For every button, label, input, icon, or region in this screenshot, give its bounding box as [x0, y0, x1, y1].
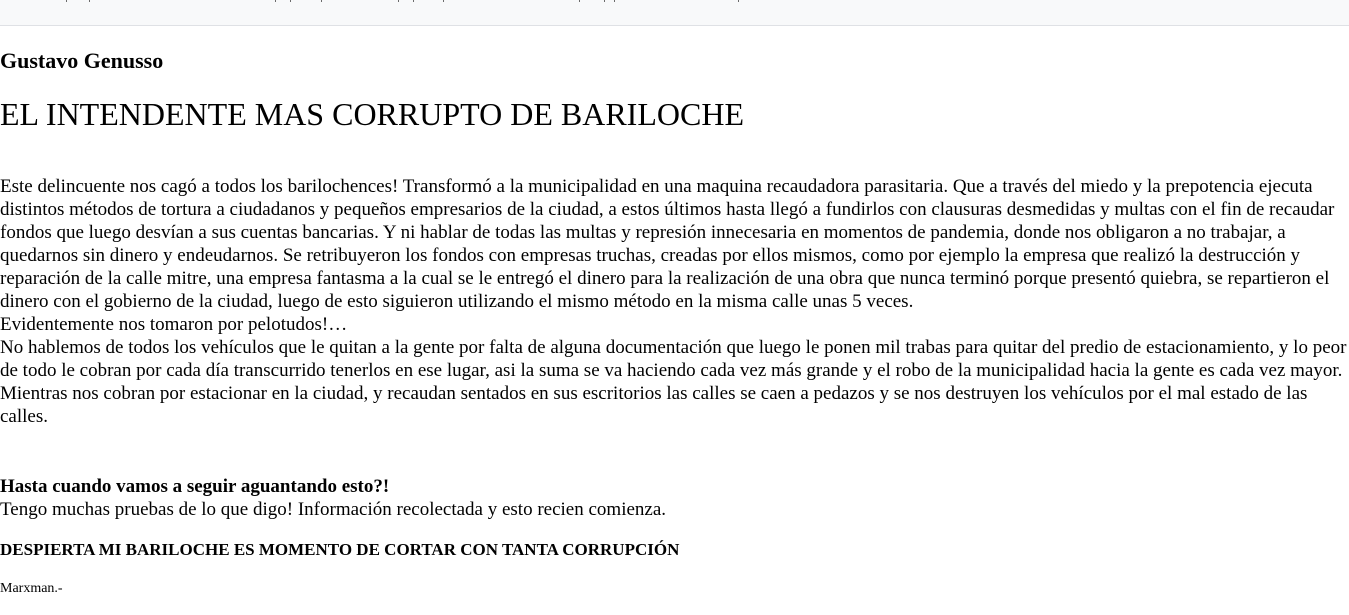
article-signature: Marxman.- — [0, 581, 63, 596]
article-paragraph: Mientras nos cobran por estacionar en la ciudad, y recaudan sentados en sus escritorios las calles se caen a pedazos y se nos destruyen los vehículos por el mal estado de las calles. — [0, 383, 1308, 427]
cutoff-mark — [66, 0, 67, 2]
cutoff-mark — [275, 0, 276, 2]
cutoff-mark — [443, 0, 444, 2]
top-navigation-bar — [0, 0, 1349, 26]
article-question: Hasta cuando vamos a seguir aguantando esto?! — [0, 476, 390, 497]
article-call-to-action: DESPIERTA MI BARILOCHE ES MOMENTO DE CORTAR CON TANTA CORRUPCIÓN — [0, 540, 680, 559]
article-author: Gustavo Genusso — [0, 48, 164, 73]
article-paragraph: Este delincuente nos cagó a todos los barilochences! Transformó a la municipalidad en una maquina recaudadora parasitaria. Que a través del miedo y la prepotencia ejecuta distintos métodos de tortura a ciudadanos y pequeños empresarios de la ciudad, a estos últimos hasta llegó a fundirlos con clausuras desmedidas y multas con el fin de recaudar fondos que luego desvían a sus cuentas bancarias. Y ni hablar de todas las multas y represión innecesaria en momentos de pandemia, donde nos obligaron a no trabajar, a quedarnos sin dinero y endeudarnos. Se retribuyeron los fondos con empresas truchas, creadas por ellos mismos, como por ejemplo la empresa que realizó la destrucción y reparación de la calle mitre, una empresa fantasma a la cual se le entregó el dinero para la realización de una obra que nunca terminó porque presentó quiebra, se repartieron el dinero con el gobierno de la ciudad, luego de esto siguieron utilizando el mismo método en la misma calle unas 5 veces. — [0, 176, 1335, 312]
cutoff-mark — [290, 0, 291, 2]
top-bar-cutoff-marks — [0, 0, 1349, 3]
article-body — [0, 175, 1349, 428]
cutoff-mark — [614, 0, 615, 2]
article-paragraph: No hablemos de todos los vehículos que le quitan a la gente por falta de alguna documentación que luego le ponen mil trabas para quitar del predio de estacionamiento, y lo peor de todo le cobran por cada día transcurrido tenerlos en ese lugar, asi la suma se va haciendo cada vez más grande y el robo de la municipalidad hacia la gente es cada vez mayor. — [0, 337, 1347, 381]
cutoff-mark — [579, 0, 580, 2]
cutoff-mark — [413, 0, 414, 2]
cutoff-mark — [398, 0, 399, 2]
cutoff-mark — [89, 0, 90, 2]
cutoff-mark — [321, 0, 322, 2]
cutoff-mark — [604, 0, 605, 2]
article-paragraph: Evidentemente nos tomaron por pelotudos!… — [0, 314, 348, 335]
cutoff-mark — [738, 0, 739, 2]
article-evidence-note: Tengo muchas pruebas de lo que digo! Información recolectada y esto recien comienza. — [0, 499, 667, 520]
article-headline: EL INTENDENTE MAS CORRUPTO DE BARILOCHE — [0, 96, 744, 132]
